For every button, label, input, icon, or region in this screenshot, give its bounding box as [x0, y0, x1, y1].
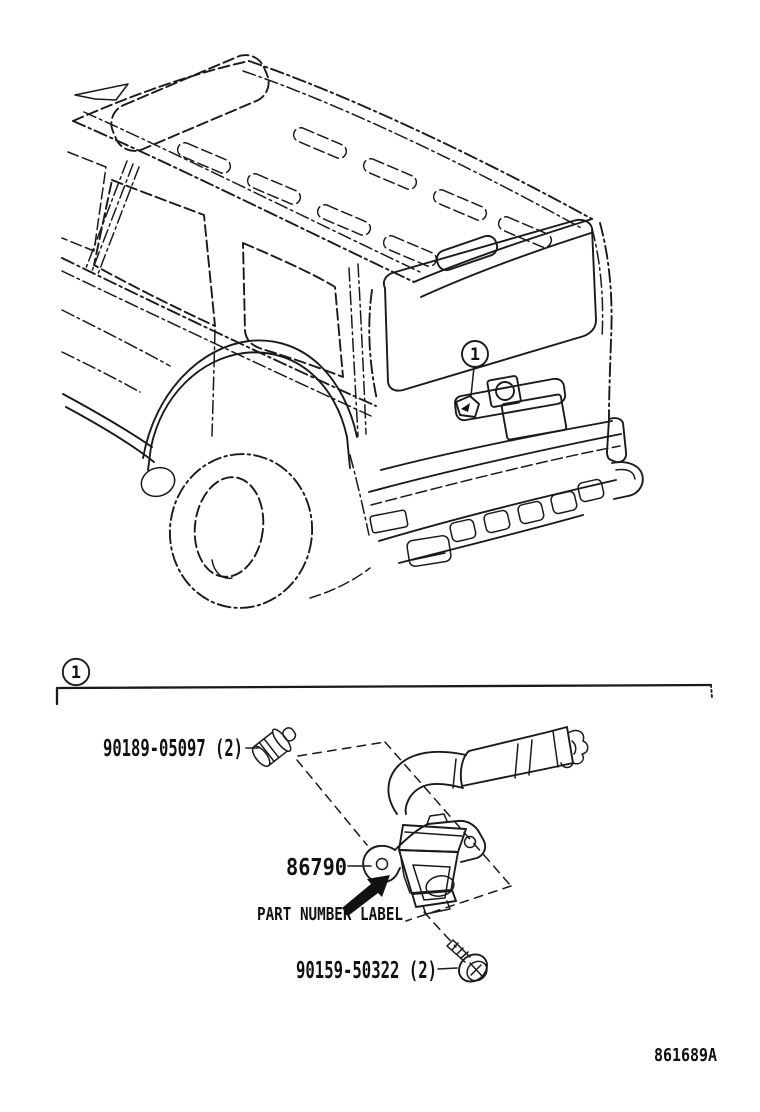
callout-1-top: 1 [469, 345, 481, 365]
antenna-icon [75, 84, 128, 100]
part-number-label-text: PART NUMBER LABEL [257, 904, 404, 925]
section-bracket [57, 685, 711, 704]
rear-wheel [143, 340, 370, 616]
camera-part-number-label: 86790 [286, 855, 347, 881]
tire [161, 446, 321, 616]
clip-part-number-label: 90189-05097 (2) [103, 736, 243, 762]
detail-callout [63, 659, 89, 685]
license-plate [501, 394, 566, 440]
rear-hatch [369, 219, 611, 440]
quarter-window [243, 243, 343, 377]
detail-section [57, 659, 712, 987]
callout-1-detail: 1 [70, 663, 82, 683]
vehicle-left-side [62, 152, 376, 501]
screw-part-drawing [447, 940, 493, 987]
sunroof [105, 49, 275, 157]
taillight [607, 418, 626, 462]
screw-part-number-label: 90159-50322 (2) [296, 958, 437, 984]
rear-door-window [94, 180, 215, 326]
figure-code: 861689A [654, 1046, 718, 1066]
clip-part-drawing [249, 720, 302, 770]
vehicle-roof [73, 49, 592, 282]
wheel-rim [189, 473, 269, 581]
rear-bumper [369, 418, 643, 567]
vehicle-illustration [62, 49, 643, 616]
